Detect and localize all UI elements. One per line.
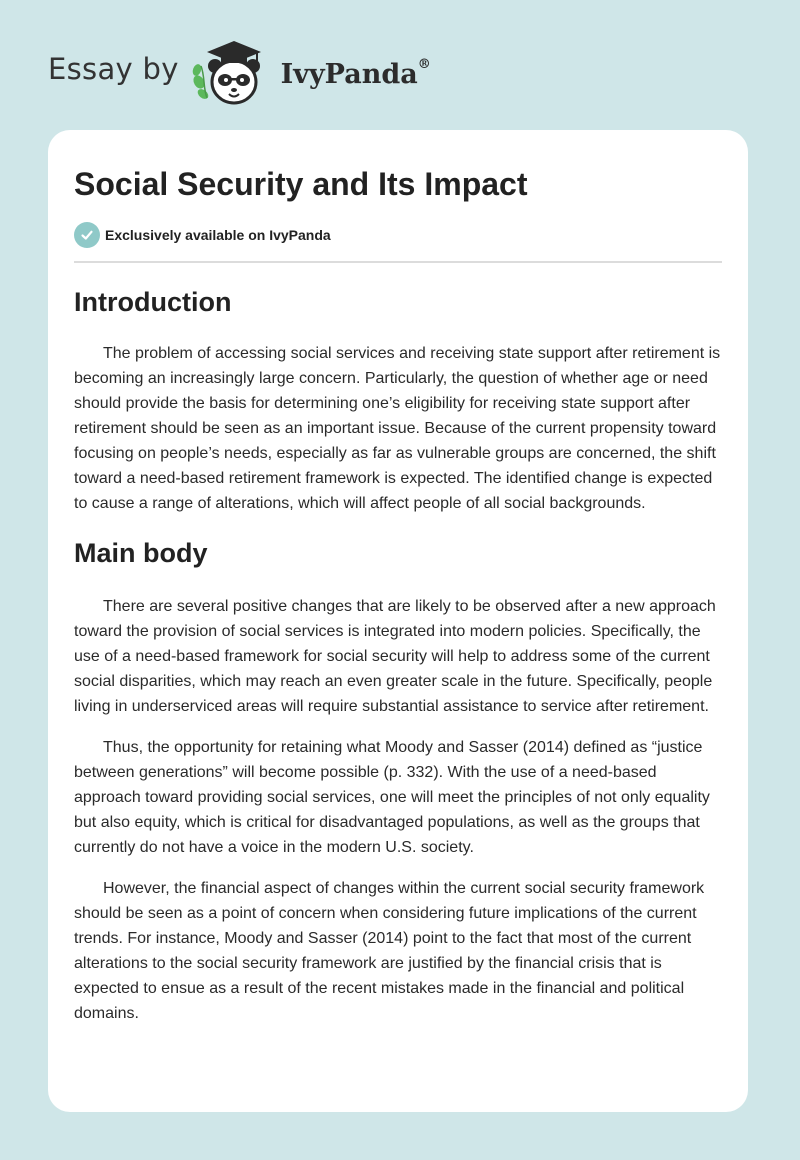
- paragraph: Thus, the opportunity for retaining what Moody and Sasser (2014) defined as “justice between generations” will become possible (p. 332). With the use of a need-based approach toward providing social services, one will meet the principles of not only equality but also equity, which is critical for disadvantaged populations, as well as the groups that currently do not have a voice in the modern U.S. society.: [74, 739, 710, 856]
- ivypanda-wordmark: IvyPanda®: [280, 56, 431, 90]
- panda-mascot-icon: [189, 36, 279, 108]
- article-card: [48, 130, 748, 1112]
- essay-by-label: Essay by: [48, 52, 179, 86]
- exclusive-badge-label: Exclusively available on IvyPanda: [105, 227, 331, 243]
- section-heading-main-body: Main body: [74, 538, 208, 568]
- paragraph: The problem of accessing social services and receiving state support after retirement is becoming an increasingly large concern. Particularly, the question of whether age or need should provide the basis for determining one’s eligibility for receiving state support after retirement should be seen as an important issue. Because of the current propensity toward focusing on people’s needs, especially as far as vulnerable groups are concerned, the shift toward a need-based retirement framework is expected. The identified change is expected to cause a range of alterations, which will affect people of all social backgrounds.: [74, 345, 721, 512]
- paragraph: There are several positive changes that are likely to be observed after a new approach toward the provision of social services is integrated into modern policies. Specifically, the use of a need-based framework for social security will help to address some of the current social disparities, which may reach an even greater scale in the future. Specifically, people living in underserviced areas will require substantial assistance to service after retirement.: [74, 598, 716, 715]
- section-heading-introduction: Introduction: [74, 287, 232, 317]
- check-circle-icon: [74, 222, 100, 248]
- page-title: Social Security and Its Impact: [74, 166, 528, 202]
- divider: [74, 261, 722, 263]
- exclusive-badge: [74, 222, 722, 248]
- brand-logo[interactable]: [48, 36, 431, 108]
- paragraph: However, the financial aspect of changes within the current social security framework should be seen as a point of concern when considering future implications of the current trends. For instance, Moody and Sasser (2014) point to the fact that most of the current alterations to the social security framework are justified by the financial crisis that is expected to ensue as a result of the recent mistakes made in the financial and political domains.: [74, 880, 705, 1022]
